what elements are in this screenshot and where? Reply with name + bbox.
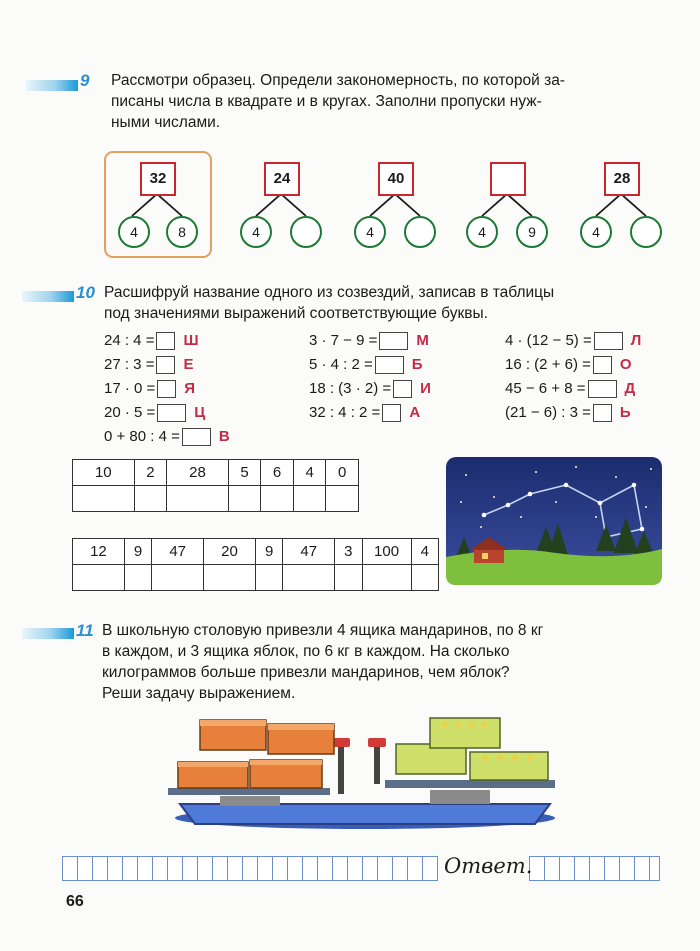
task-10-marker — [22, 291, 74, 302]
task-10-line-2: под значениями выражений соответствующие буквы. — [104, 305, 488, 322]
value-cell: 10 — [73, 460, 135, 486]
expression-text: 4 · (12 − 5) = — [505, 332, 592, 349]
code-letter: Я — [184, 380, 196, 397]
letter-cell[interactable] — [228, 486, 261, 512]
task-11-line-3: килограммов больше привезли мандаринов, чем яблок? — [102, 664, 510, 681]
circle-right-empty[interactable] — [630, 216, 662, 248]
circle-right: 8 — [166, 216, 198, 248]
letter-cell[interactable] — [167, 486, 229, 512]
square-number: 28 — [604, 162, 640, 196]
circle-right-empty[interactable] — [404, 216, 436, 248]
code-letter: Ь — [619, 404, 631, 421]
scales-illustration — [160, 700, 560, 835]
expression-text: 18 : (3 · 2) = — [309, 380, 392, 397]
letter-cell[interactable] — [134, 486, 167, 512]
value-cell: 20 — [204, 539, 256, 565]
letter-row — [73, 565, 439, 591]
decode-table-2 — [72, 538, 439, 591]
answer-box[interactable] — [156, 356, 175, 374]
expression-row — [505, 331, 641, 351]
value-cell: 12 — [73, 539, 125, 565]
circle-right: 9 — [516, 216, 548, 248]
letter-cell[interactable] — [362, 565, 411, 591]
value-cell: 4 — [411, 539, 438, 565]
code-letter: О — [619, 356, 632, 373]
task-9-marker — [26, 80, 78, 91]
answer-box[interactable] — [182, 428, 211, 446]
code-letter: Б — [411, 356, 423, 373]
value-row — [73, 539, 439, 565]
letter-cell[interactable] — [73, 486, 135, 512]
circle-left: 4 — [240, 216, 272, 248]
answer-box[interactable] — [382, 404, 401, 422]
expression-text: 24 : 4 = — [104, 332, 155, 349]
expression-row — [309, 355, 423, 375]
letter-row — [73, 486, 359, 512]
expression-text: 45 − 6 + 8 = — [505, 380, 586, 397]
code-letter: Ц — [194, 404, 206, 421]
task-9-number: 9 — [80, 71, 90, 90]
answer-box[interactable] — [156, 332, 175, 350]
task-11-marker — [22, 628, 74, 639]
expression-row — [104, 403, 205, 423]
expression-row — [309, 403, 420, 423]
answer-box[interactable] — [594, 332, 623, 350]
expression-row — [505, 403, 631, 423]
value-cell: 9 — [124, 539, 151, 565]
expression-text: 20 · 5 = — [104, 404, 156, 421]
circle-right-empty[interactable] — [290, 216, 322, 248]
square-number: 24 — [264, 162, 300, 196]
task-11-number: 11 — [76, 621, 94, 640]
expression-text: 32 : 4 : 2 = — [309, 404, 381, 421]
code-letter: И — [420, 380, 431, 397]
code-letter: Е — [183, 356, 194, 373]
code-letter: Д — [624, 380, 636, 397]
value-row — [73, 460, 359, 486]
answer-box[interactable] — [593, 404, 612, 422]
value-cell: 47 — [283, 539, 335, 565]
expression-row — [104, 331, 199, 351]
night-sky-illustration — [446, 457, 662, 585]
answer-box[interactable] — [588, 380, 617, 398]
code-letter: В — [218, 428, 230, 445]
page-number: 66 — [66, 893, 84, 910]
expression-text: 16 : (2 + 6) = — [505, 356, 591, 373]
value-cell: 6 — [261, 460, 294, 486]
task-9-line-2: писаны числа в квадрате и в кругах. Заполни пропуски нуж- — [111, 93, 542, 110]
code-letter: М — [416, 332, 429, 349]
expression-text: 0 + 80 : 4 = — [104, 428, 180, 445]
letter-cell[interactable] — [152, 565, 204, 591]
value-cell: 0 — [326, 460, 359, 486]
expression-text: (21 − 6) : 3 = — [505, 404, 591, 421]
letter-cell[interactable] — [261, 486, 294, 512]
value-cell: 9 — [255, 539, 282, 565]
task-10-text — [104, 282, 669, 324]
task-11-line-2: в каждом, и 3 ящика яблок, по 6 кг в каждом. На сколько — [102, 643, 510, 660]
letter-cell[interactable] — [326, 486, 359, 512]
expression-row — [104, 427, 230, 447]
value-cell: 4 — [293, 460, 326, 486]
circle-left: 4 — [580, 216, 612, 248]
letter-cell[interactable] — [411, 565, 438, 591]
task-10-number: 10 — [76, 283, 95, 302]
expression-text: 17 · 0 = — [104, 380, 156, 397]
value-cell: 5 — [228, 460, 261, 486]
task-11-line-1: В школьную столовую привезли 4 ящика мандаринов, по 8 кг — [102, 622, 544, 639]
answer-box[interactable] — [375, 356, 404, 374]
answer-box[interactable] — [157, 380, 176, 398]
letter-cell[interactable] — [293, 486, 326, 512]
letter-cell[interactable] — [73, 565, 125, 591]
expression-text: 27 : 3 = — [104, 356, 155, 373]
task-10-line-1: Расшифруй название одного из созвездий, записав в таблицы — [104, 284, 555, 301]
expression-text: 3 · 7 − 9 = — [309, 332, 378, 349]
letter-cell[interactable] — [204, 565, 256, 591]
value-cell: 2 — [134, 460, 167, 486]
circle-left: 4 — [354, 216, 386, 248]
expression-row — [309, 331, 429, 351]
circle-left: 4 — [466, 216, 498, 248]
value-cell: 28 — [167, 460, 229, 486]
square-number: 32 — [140, 162, 176, 196]
answer-box[interactable] — [393, 380, 412, 398]
task-9-line-3: ными числами. — [111, 114, 221, 131]
expression-row — [505, 379, 635, 399]
task-9-line-1: Рассмотри образец. Определи закономерность, по которой за- — [111, 72, 565, 89]
expression-row — [505, 355, 632, 375]
value-cell: 100 — [362, 539, 411, 565]
expression-row — [104, 355, 193, 375]
task-11-line-4: Реши задачу выражением. — [102, 685, 296, 702]
square-number: 40 — [378, 162, 414, 196]
value-cell: 3 — [335, 539, 362, 565]
letter-cell[interactable] — [124, 565, 151, 591]
value-cell: 47 — [152, 539, 204, 565]
letter-cell[interactable] — [335, 565, 362, 591]
task-9-text — [111, 70, 669, 133]
answer-box[interactable] — [593, 356, 612, 374]
answer-box[interactable] — [379, 332, 408, 350]
task-11-text — [102, 620, 669, 704]
code-letter: Ш — [183, 332, 199, 349]
circle-left: 4 — [118, 216, 150, 248]
letter-cell[interactable] — [255, 565, 282, 591]
code-letter: А — [409, 404, 421, 421]
code-letter: Л — [630, 332, 642, 349]
letter-cell[interactable] — [283, 565, 335, 591]
expression-row — [104, 379, 195, 399]
expression-row — [309, 379, 431, 399]
square-empty[interactable] — [490, 162, 526, 196]
answer-grid[interactable] — [62, 856, 662, 882]
answer-box[interactable] — [157, 404, 186, 422]
expression-text: 5 · 4 : 2 = — [309, 356, 373, 373]
answer-label: Ответ. — [444, 854, 533, 878]
decode-table-1 — [72, 459, 359, 512]
